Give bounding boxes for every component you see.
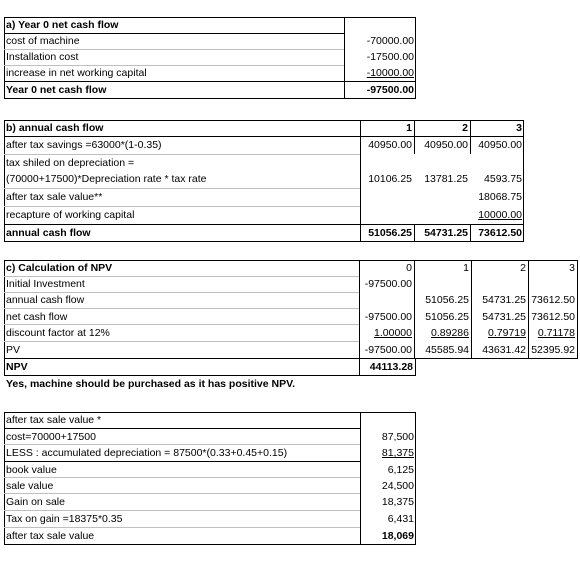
year-header: 1 <box>406 122 412 134</box>
table-row <box>4 445 416 461</box>
row-value: 52395.92 <box>531 344 575 356</box>
row-label: LESS : accumulated depreciation = 87500*(0.33+0.45+0.15) <box>6 447 288 459</box>
row-label: increase in net working capital <box>6 67 147 79</box>
table-row <box>4 155 524 171</box>
row-label: tax shiled on depreciation = <box>6 157 135 169</box>
row-value: 6,125 <box>387 464 414 476</box>
row-label: after tax sale value <box>6 530 95 542</box>
row-label: after tax sale value** <box>6 191 103 203</box>
row-value: 24,500 <box>381 480 414 492</box>
row-value: 18,069 <box>381 530 414 542</box>
section-d-title: after tax sale value * <box>6 414 102 426</box>
conclusion-text: Yes, machine should be purchased as it has positive NPV. <box>6 378 296 390</box>
row-label: after tax savings =63000*(1-0.35) <box>6 139 162 151</box>
row-value: 0.89286 <box>431 327 469 339</box>
row-value: 54731.25 <box>482 294 526 306</box>
year0-table <box>4 17 416 99</box>
table-row <box>4 137 524 153</box>
row-value: -97500.00 <box>364 344 412 356</box>
row-value: 73612.50 <box>478 227 522 239</box>
table-row <box>4 478 416 494</box>
row-label: Year 0 net cash flow <box>6 84 107 96</box>
row-value: 81,375 <box>381 447 414 459</box>
row-label: Tax on gain =18375*0.35 <box>6 513 123 525</box>
table-row <box>4 189 524 205</box>
row-label: Initial Investment <box>6 278 85 290</box>
row-value: 10000.00 <box>478 209 522 221</box>
row-value: 54731.25 <box>482 311 526 323</box>
row-label: annual cash flow <box>6 227 91 239</box>
row-value: -10000.00 <box>366 67 414 79</box>
row-value: 51056.25 <box>425 294 469 306</box>
table-row <box>4 207 524 223</box>
table-row <box>4 462 416 478</box>
section-b-title: b) annual cash flow <box>6 122 104 134</box>
row-value: 4593.75 <box>484 173 522 185</box>
npv-value: 44113.28 <box>369 361 413 373</box>
row-value: 40950.00 <box>424 139 468 151</box>
table-row <box>4 359 578 375</box>
table-row <box>4 511 416 527</box>
year-header: 3 <box>569 262 575 274</box>
table-row <box>4 325 578 341</box>
row-value: 6,431 <box>387 513 414 525</box>
table-row <box>4 528 416 544</box>
row-label: annual cash flow <box>6 294 85 306</box>
table-row <box>4 65 416 81</box>
row-value: 45585.94 <box>425 344 469 356</box>
row-value: -97500.00 <box>364 311 412 323</box>
row-value: -97500.00 <box>364 278 412 290</box>
table-row <box>4 309 578 325</box>
row-value: 51056.25 <box>425 311 469 323</box>
row-label: Gain on sale <box>6 496 65 508</box>
row-value: -97500.00 <box>366 84 414 96</box>
row-value: 18,375 <box>381 496 414 508</box>
table-row <box>4 342 578 358</box>
row-value: 73612.50 <box>531 311 575 323</box>
row-label: Installation cost <box>6 51 79 63</box>
row-label: NPV <box>6 361 28 373</box>
row-label: PV <box>6 344 21 356</box>
table-row <box>4 49 416 65</box>
table-row <box>4 494 416 510</box>
table-row <box>4 276 578 292</box>
table-row <box>4 292 578 308</box>
annual-cash-flow-table <box>4 120 524 242</box>
row-label: sale value <box>6 480 54 492</box>
row-value: 40950.00 <box>368 139 412 151</box>
table-row <box>4 171 524 187</box>
row-value: 87,500 <box>381 431 414 443</box>
row-label: recapture of working capital <box>6 209 135 221</box>
section-c-title: c) Calculation of NPV <box>6 262 113 274</box>
table-row <box>4 33 416 49</box>
npv-table <box>4 260 578 376</box>
row-value: 1.00000 <box>374 327 412 339</box>
row-value: 73612.50 <box>531 294 575 306</box>
row-value: 18068.75 <box>478 191 522 203</box>
year-header: 0 <box>406 262 412 274</box>
row-label: net cash flow <box>6 311 68 323</box>
table-row <box>4 429 416 445</box>
year-header: 2 <box>462 122 468 134</box>
table-row <box>4 225 524 241</box>
year-header: 1 <box>463 262 469 274</box>
section-a-title: a) Year 0 net cash flow <box>6 19 119 31</box>
after-tax-sale-value-table <box>4 412 416 545</box>
row-value: 40950.00 <box>478 139 522 151</box>
table-row <box>4 82 416 98</box>
row-value: 13781.25 <box>424 173 468 185</box>
row-label: cost=70000+17500 <box>6 431 96 443</box>
year-header: 3 <box>516 122 522 134</box>
row-value: 54731.25 <box>424 227 468 239</box>
row-label: book value <box>6 464 57 476</box>
row-label: (70000+17500)*Depreciation rate * tax rate <box>6 173 207 185</box>
row-value: 43631.42 <box>482 344 526 356</box>
year-header: 2 <box>520 262 526 274</box>
row-label: cost of machine <box>6 35 80 47</box>
row-value: 0.79719 <box>488 327 526 339</box>
row-value: 0.71178 <box>537 327 575 339</box>
row-value: 51056.25 <box>368 227 412 239</box>
row-value: -17500.00 <box>366 51 414 63</box>
row-label: discount factor at 12% <box>6 327 110 339</box>
row-value: -70000.00 <box>366 35 414 47</box>
row-value: 10106.25 <box>368 173 412 185</box>
